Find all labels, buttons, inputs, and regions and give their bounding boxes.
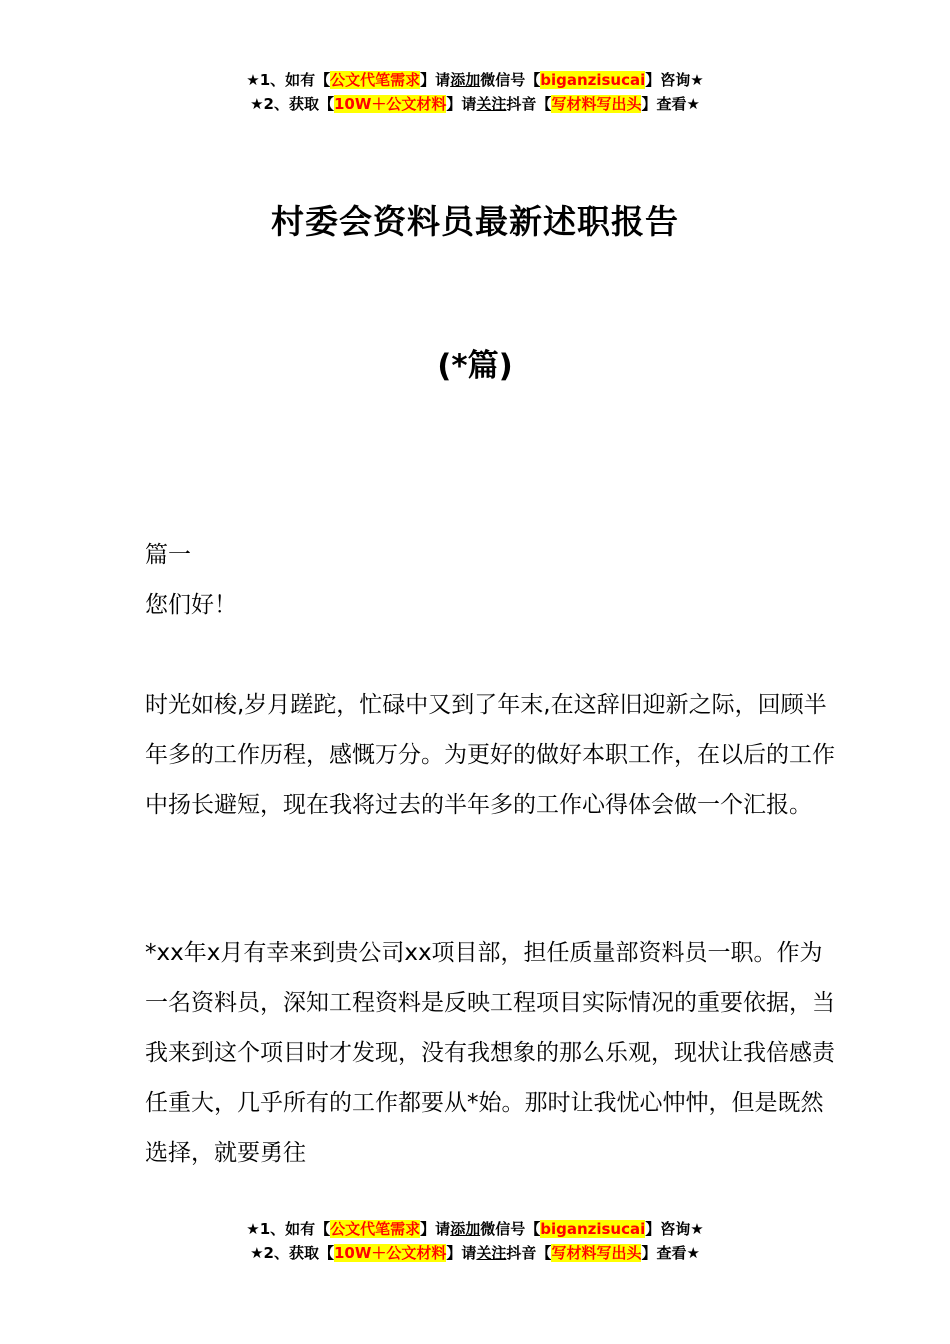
footer-promo-line-2-underline: 关注 [476, 1244, 507, 1262]
promo-line-2-underline: 关注 [476, 95, 507, 113]
footer-promo-line-1-underline: 添加 [450, 1220, 481, 1238]
footer-promo-line-2-highlight-materials: 10W＋公文材料 [333, 1244, 447, 1262]
promo-line-2 [0, 92, 950, 116]
footer-promo-line-2-suffix: 】查看★ [641, 1244, 700, 1262]
footer-promo-banner [0, 1217, 950, 1265]
promo-line-1-prefix: ★1、如有【 [246, 71, 331, 89]
promo-line-1-mid: 】请 [420, 71, 451, 89]
header-promo-banner [0, 68, 950, 116]
section-heading: 篇一 [145, 542, 191, 568]
footer-promo-line-1-prefix: ★1、如有【 [246, 1220, 331, 1238]
promo-line-2-suffix: 】查看★ [641, 95, 700, 113]
document-title: 村委会资料员最新述职报告 [271, 202, 679, 241]
footer-promo-line-2-mid2: 抖音【 [506, 1244, 552, 1262]
promo-line-1-underline: 添加 [450, 71, 481, 89]
footer-promo-line-1-mid2: 微信号【 [480, 1220, 541, 1238]
footer-promo-line-1-highlight-wechat: biganzisucai [540, 1220, 646, 1238]
promo-line-2-mid: 】请 [446, 95, 477, 113]
document-subtitle: (*篇) [437, 348, 513, 384]
promo-line-2-highlight-materials: 10W＋公文材料 [333, 95, 447, 113]
footer-promo-line-2-mid: 】请 [446, 1244, 477, 1262]
footer-promo-line-1-suffix: 】咨询★ [645, 1220, 704, 1238]
body-paragraph-2 [145, 928, 835, 1178]
promo-line-1 [0, 68, 950, 92]
greeting-text: 您们好！ [145, 592, 237, 618]
promo-line-1-mid2: 微信号【 [480, 71, 541, 89]
paragraph-1-text: 时光如梭,岁月蹉跎，忙碌中又到了年末,在这辞旧迎新之际，回顾半年多的工作历程，感慨万分。为更好的做好本职工作，在以后的工作中扬长避短，现在我将过去的半年多的工作心得体会做一个汇报。 [145, 692, 835, 818]
footer-promo-line-1-mid: 】请 [420, 1220, 451, 1238]
promo-line-1-highlight-service: 公文代笔需求 [330, 71, 421, 89]
promo-line-2-highlight-douyin: 写材料写出头 [551, 95, 642, 113]
footer-promo-line-1 [0, 1217, 950, 1241]
promo-line-2-mid2: 抖音【 [506, 95, 552, 113]
promo-line-1-highlight-wechat: biganzisucai [540, 71, 646, 89]
paragraph-2-text: *xx年x月有幸来到贵公司xx项目部，担任质量部资料员一职。作为一名资料员，深知工程资料是反映工程项目实际情况的重要依据，当我来到这个项目时才发现，没有我想象的那么乐观，现状让我倍感责任重大，几乎所有的工作都要从*始。那时让我忧心忡忡，但是既然选择，就要勇往 [145, 940, 835, 1166]
footer-promo-line-2-highlight-douyin: 写材料写出头 [551, 1244, 642, 1262]
promo-line-2-prefix: ★2、获取【 [250, 95, 334, 113]
footer-promo-line-2-prefix: ★2、获取【 [250, 1244, 334, 1262]
body-paragraph-1 [145, 680, 835, 830]
footer-promo-line-1-highlight-service: 公文代笔需求 [330, 1220, 421, 1238]
footer-promo-line-2 [0, 1241, 950, 1265]
promo-line-1-suffix: 】咨询★ [645, 71, 704, 89]
